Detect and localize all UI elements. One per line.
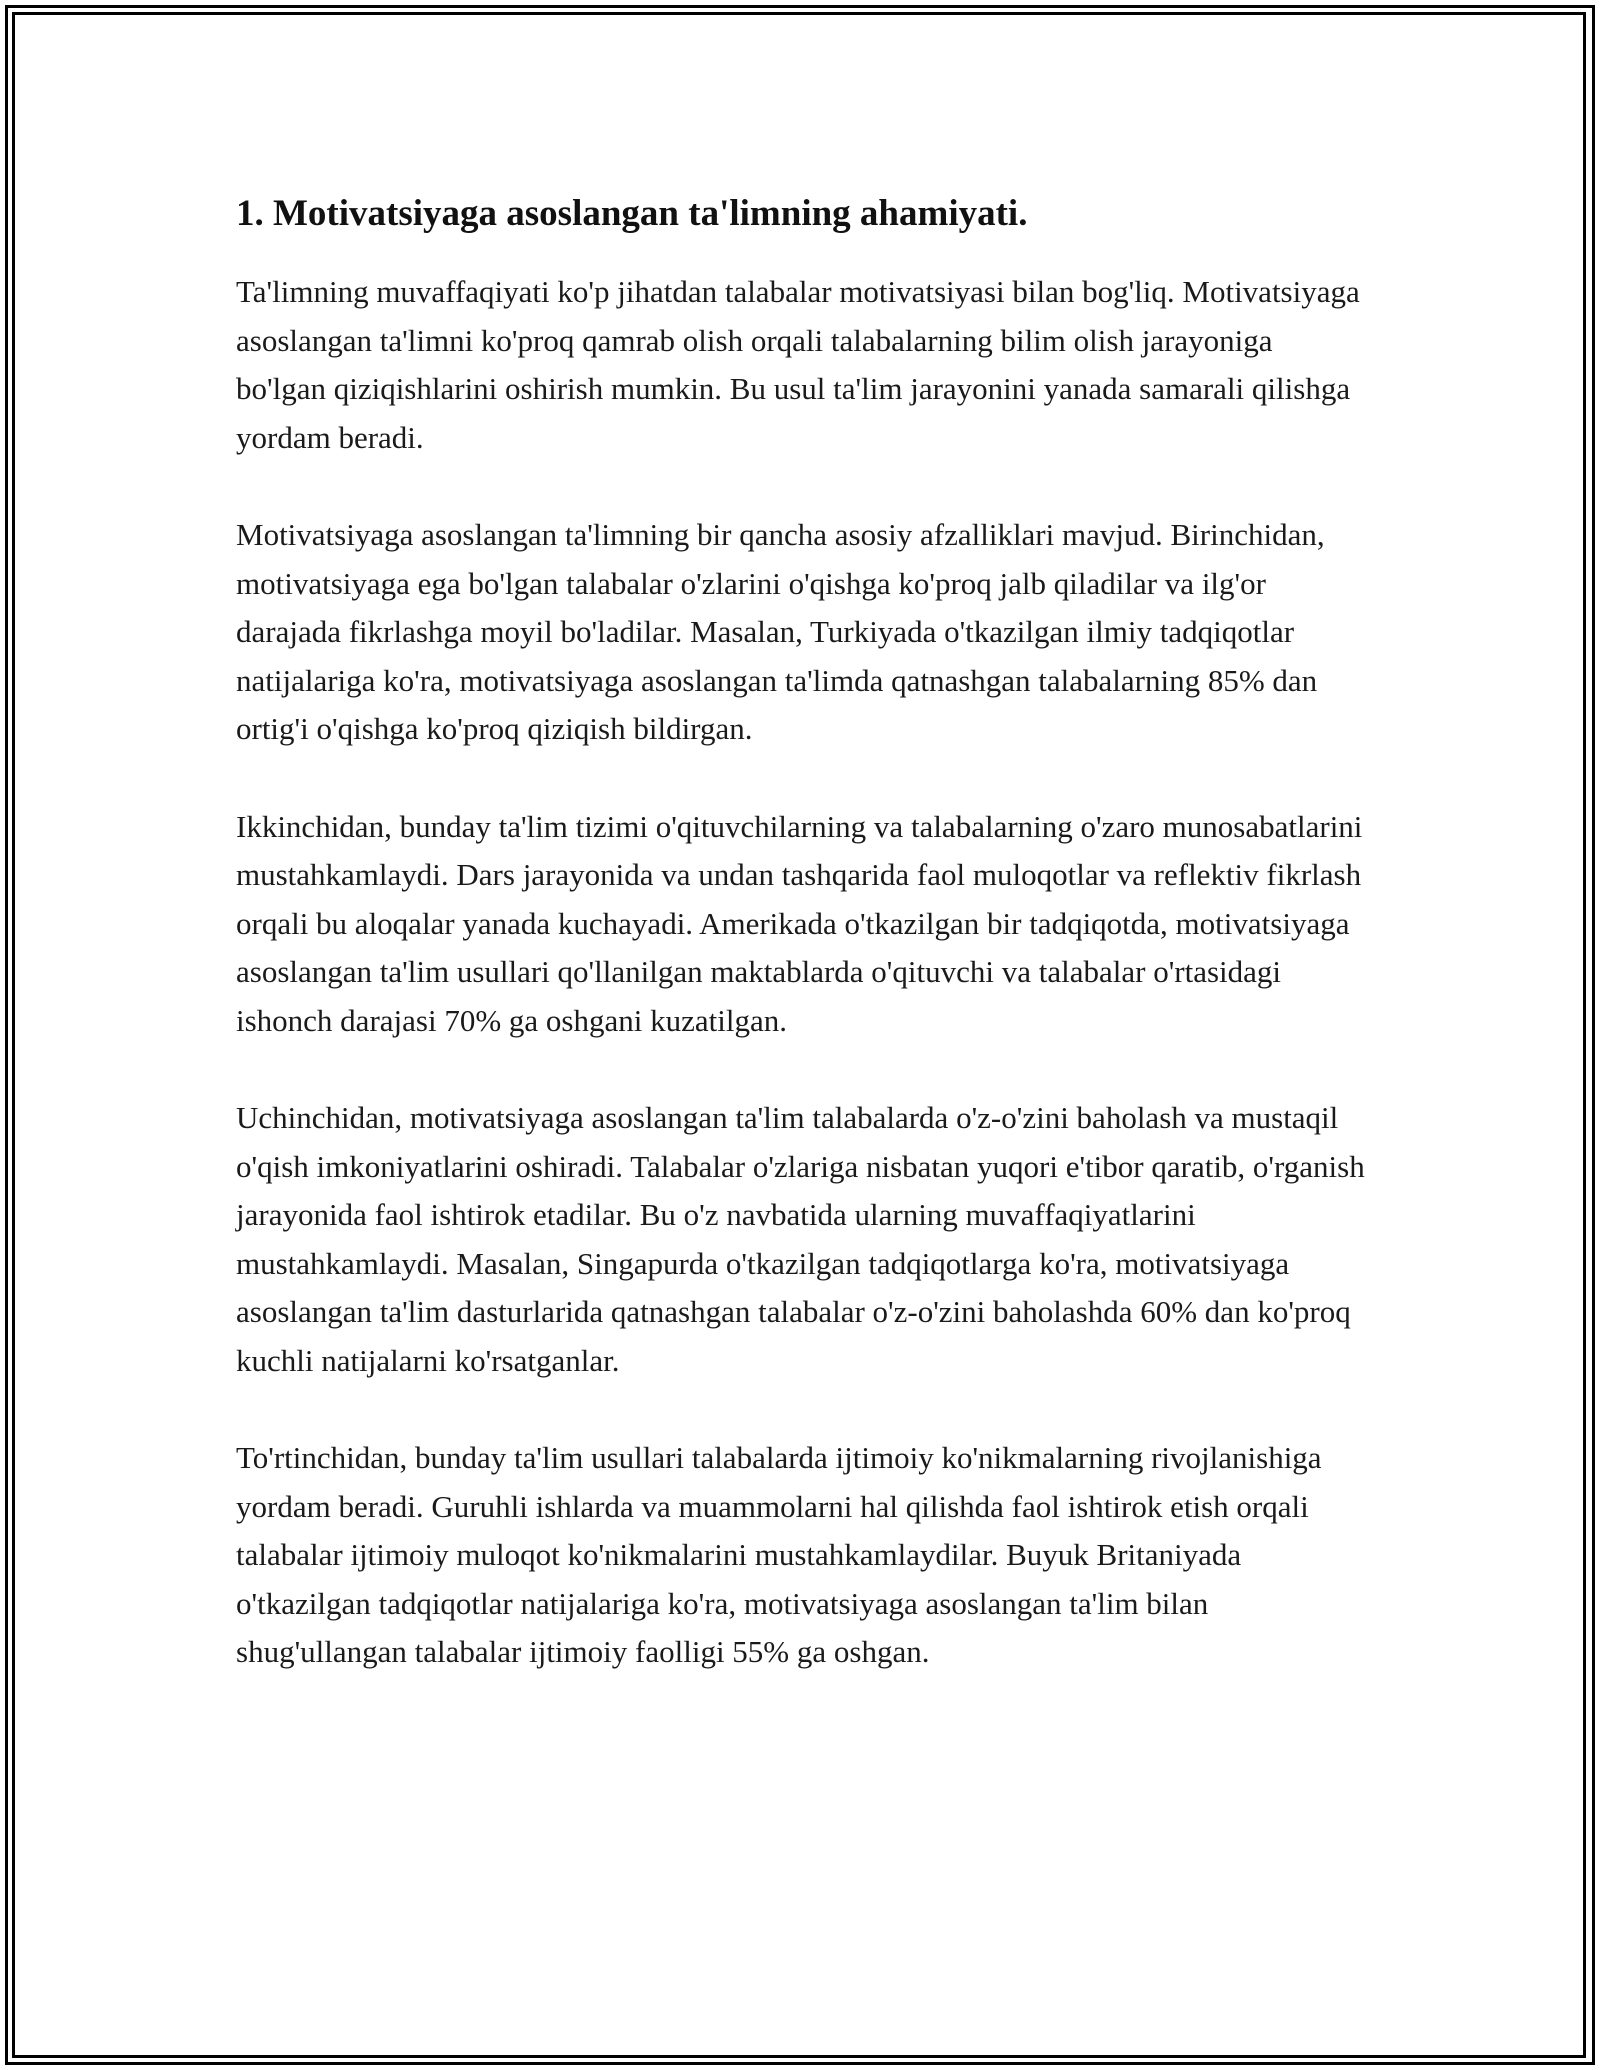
paragraph-third-advantage: Uchinchidan, motivatsiyaga asoslangan ta'lim talabalarda o'z-o'zini baholash va mustaqil o'qish imkoniyatlarini oshiradi. Talabalar o'zlariga nisbatan yuqori e'tibor qaratib, o'rganish jarayonida faol ishtirok etadilar. Bu o'z navbatida ularning muvaffaqiyatlarini mustahkamlaydi. Masalan, Singapurda o'tkazilgan tadqiqotlarga ko'ra, motivatsiyaga asoslangan ta'lim dasturlarida qatnashgan talabalar o'z-o'zini baholashda 60% dan ko'proq kuchli natijalarni ko'rsatganlar. [236, 1100, 1365, 1378]
section-title: 1. Motivatsiyaga asoslangan ta'limning ahamiyati. [236, 193, 1028, 234]
paragraph-intro: Ta'limning muvaffaqiyati ko'p jihatdan talabalar motivatsiyasi bilan bog'liq. Motivatsiyaga asoslangan ta'limni ko'proq qamrab olish orqali talabalarning bilim olish jarayoniga bo'lgan qiziqishlarini oshirish mumkin. Bu usul ta'lim jarayonini yanada samarali qilishga yordam beradi. [236, 274, 1360, 455]
paragraph-first-advantage: Motivatsiyaga asoslangan ta'limning bir qancha asosiy afzalliklari mavjud. Birinchidan, motivatsiyaga ega bo'lgan talabalar o'zlarini o'qishga ko'proq jalb qiladilar va ilg'or darajada fikrlashga moyil bo'ladilar. Masalan, Turkiyada o'tkazilgan ilmiy tadqiqotlar natijalariga ko'ra, motivatsiyaga asoslangan ta'limda qatnashgan talabalarning 85% dan ortig'i o'qishga ko'proq qiziqish bildirgan. [236, 517, 1325, 746]
paragraph-fourth-advantage: To'rtinchidan, bunday ta'lim usullari talabalarda ijtimoiy ko'nikmalarning rivojlanishiga yordam beradi. Guruhli ishlarda va muammolarni hal qilishda faol ishtirok etish orqali talabalar ijtimoiy muloqot ko'nikmalarini mustahkamlaydilar. Buyuk Britaniyada o'tkazilgan tadqiqotlar natijalariga ko'ra, motivatsiyaga asoslangan ta'lim bilan shug'ullangan talabalar ijtimoiy faolligi 55% ga oshgan. [236, 1440, 1322, 1669]
paragraph-second-advantage: Ikkinchidan, bunday ta'lim tizimi o'qituvchilarning va talabalarning o'zaro munosabatlarini mustahkamlaydi. Dars jarayonida va undan tashqarida faol muloqotlar va reflektiv fikrlash orqali bu aloqalar yanada kuchayadi. Amerikada o'tkazilgan bir tadqiqotda, motivatsiyaga asoslangan ta'lim usullari qo'llanilgan maktablarda o'qituvchi va talabalar o'rtasidagi ishonch darajasi 70% ga oshgani kuzatilgan. [236, 808, 1363, 1038]
document-body [236, 190, 1366, 1726]
